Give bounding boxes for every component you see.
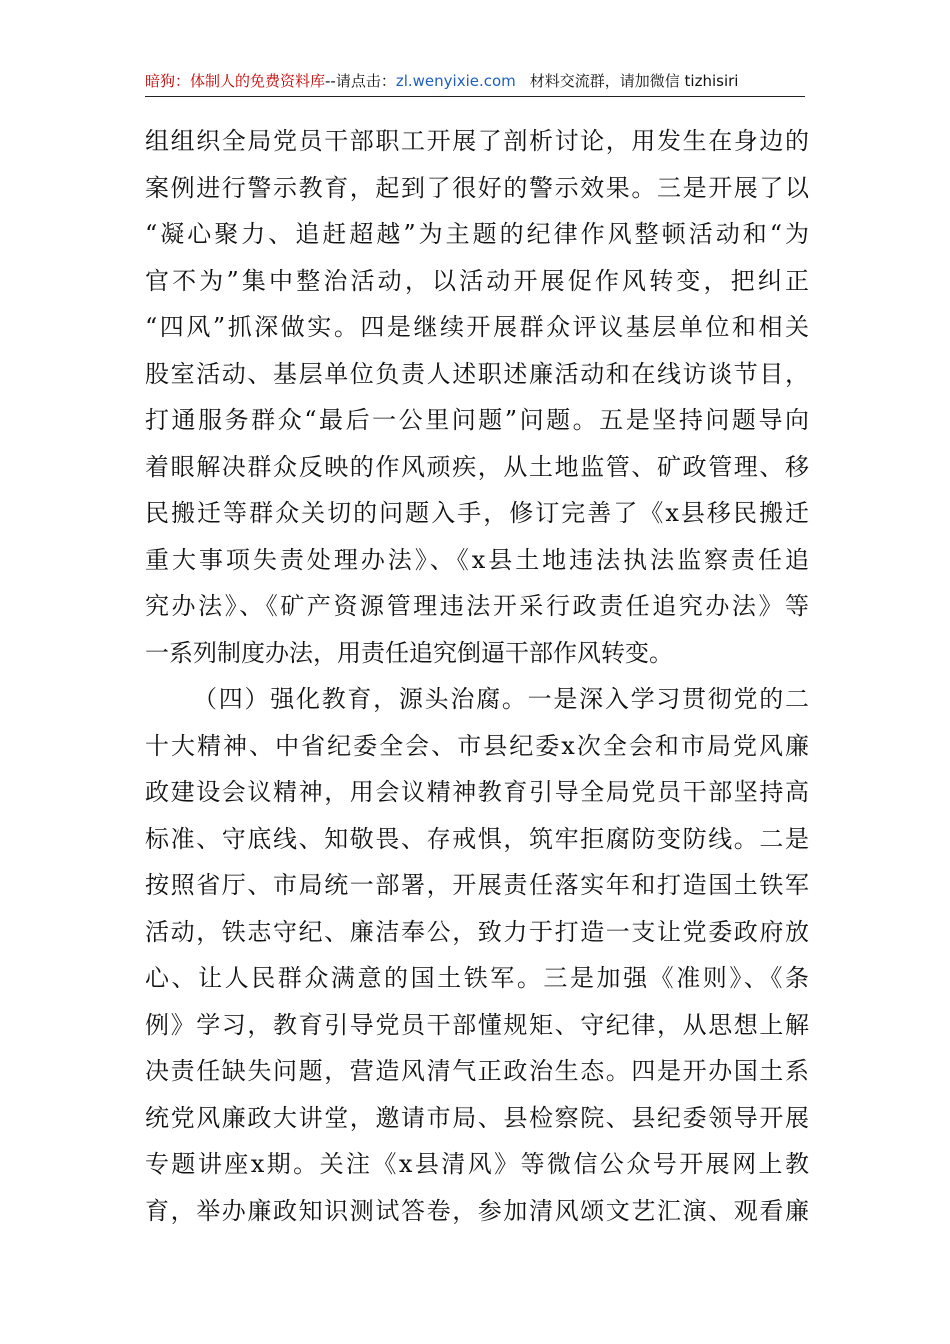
text-line: 按照省厅、市局统一部署，开展责任落实年和打造国土铁军 bbox=[145, 871, 809, 899]
header-url-link[interactable]: zl.wenyixie.com bbox=[395, 72, 516, 90]
text-line: 心、让人民群众满意的国土铁军。三是加强《准则》、《条 bbox=[145, 964, 809, 992]
text-line: 民搬迁等群众关切的问题入手，修订完善了《x县移民搬迁 bbox=[145, 499, 809, 527]
document-body bbox=[145, 118, 809, 1234]
header-divider bbox=[145, 96, 805, 97]
text-line: 十大精神、中省纪委全会、市县纪委x次全会和市局党风廉 bbox=[145, 731, 809, 760]
header-wechat-note: 材料交流群，请加微信 tizhisiri bbox=[529, 72, 739, 90]
text-line: 着眼解决群众反映的作风顽疾，从土地监管、矿政管理、移 bbox=[145, 452, 809, 481]
text-line: 一系列制度办法，用责任追究倒逼干部作风转变。 bbox=[145, 638, 673, 667]
text-line: “凝心聚力、追赶超越”为主题的纪律作风整顿活动和“为 bbox=[145, 220, 809, 248]
text-line: 股室活动、基层单位负责人述职述廉活动和在线访谈节目， bbox=[145, 359, 809, 388]
text-line: 官不为”集中整治活动，以活动开展促作风转变，把纠正 bbox=[145, 266, 809, 295]
text-line: 重大事项失责处理办法》、《x县土地违法执法监察责任追 bbox=[145, 545, 809, 574]
text-line: 究办法》、《矿产资源管理违法开采行政责任追究办法》等 bbox=[145, 592, 809, 620]
header-brand: 暗狗：体制人的免费资料库 bbox=[145, 72, 326, 90]
text-line: 组组织全局党员干部职工开展了剖析讨论，用发生在身边的 bbox=[145, 127, 809, 155]
text-line: 育，举办廉政知识测试答卷，参加清风颂文艺汇演、观看廉 bbox=[145, 1196, 809, 1225]
paragraph-continued bbox=[145, 118, 809, 676]
text-line: 活动，铁志守纪、廉洁奉公，致力于打造一支让党委政府放 bbox=[145, 917, 809, 946]
text-line: 统党风廉政大讲堂，邀请市局、县检察院、县纪委领导开展 bbox=[145, 1103, 809, 1132]
text-line: 打通服务群众“最后一公里问题”问题。五是坚持问题导向 bbox=[145, 406, 809, 434]
text-line: “四风”抓深做实。四是继续开展群众评议基层单位和相关 bbox=[145, 313, 809, 341]
text-line: 决责任缺失问题，营造风清气正政治生态。四是开办国土系 bbox=[145, 1057, 809, 1085]
text-line: 例》学习，教育引导党员干部懂规矩、守纪律，从思想上解 bbox=[145, 1010, 809, 1039]
section-heading-line: （四）强化教育，源头治腐。一是深入学习贯彻党的二 bbox=[193, 685, 809, 713]
text-line: 政建设会议精神，用会议精神教育引导全局党员干部坚持高 bbox=[145, 778, 809, 806]
paragraph-section-four bbox=[145, 676, 809, 1234]
header-click-prompt: --请点击： bbox=[325, 72, 396, 90]
text-line: 标准、守底线、知敬畏、存戒惧，筑牢拒腐防变防线。二是 bbox=[145, 824, 809, 853]
text-line: 案例进行警示教育，起到了很好的警示效果。三是开展了以 bbox=[145, 173, 809, 202]
text-line: 专题讲座x期。关注《x县清风》等微信公众号开展网上教 bbox=[145, 1150, 809, 1178]
page-header bbox=[145, 66, 805, 96]
